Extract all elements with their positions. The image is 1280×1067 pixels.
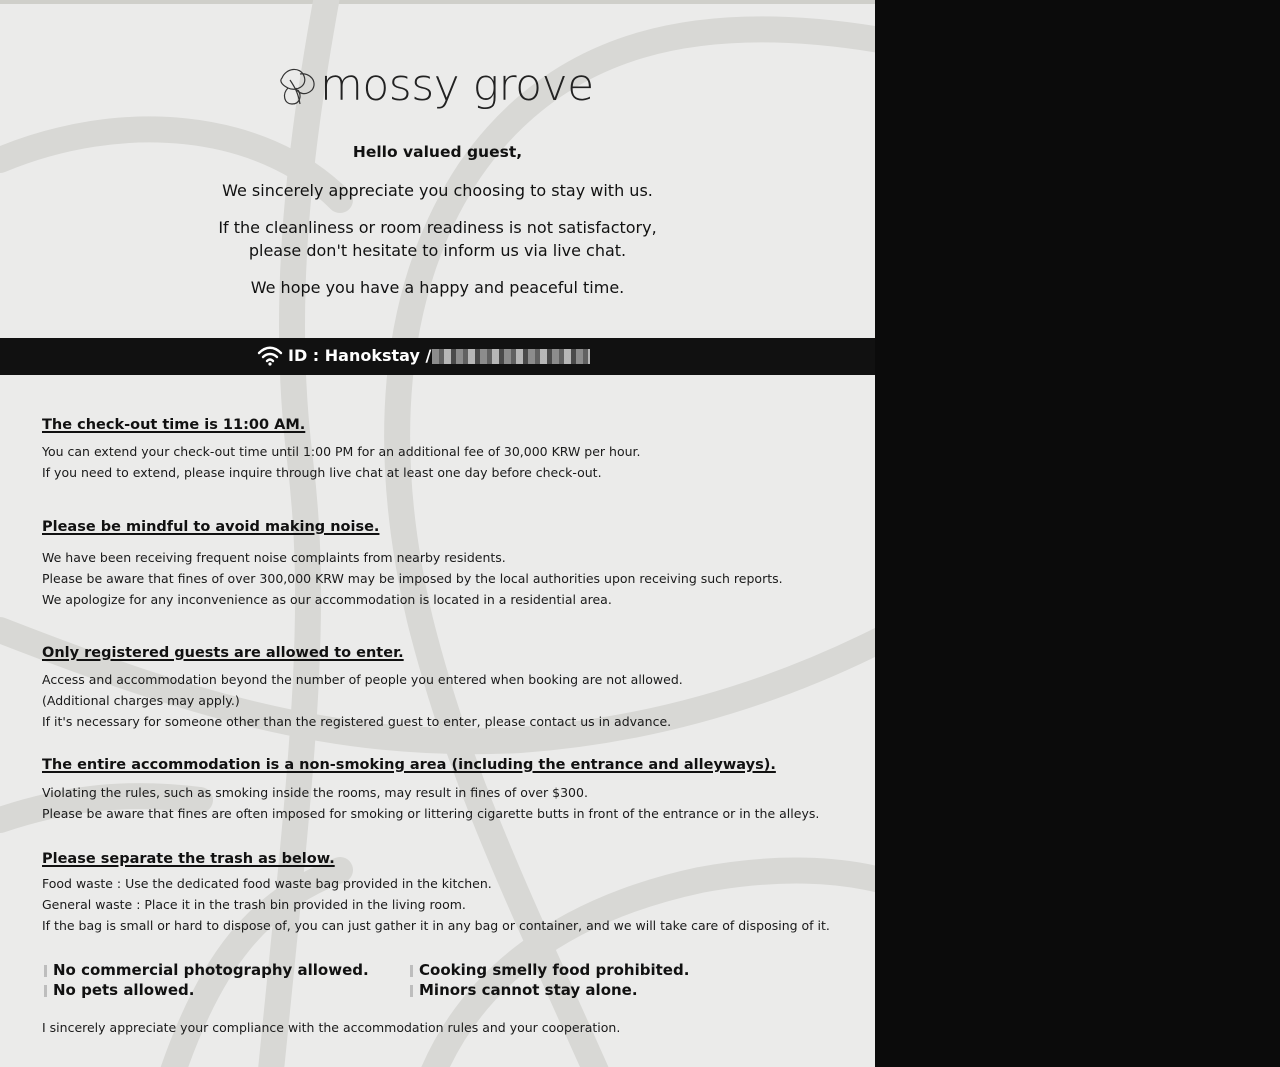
greeting-line: please don't hesitate to inform us via live chat. (248, 241, 627, 260)
rule-line: Please be aware that fines of over 300,000 KRW may be imposed by the local authorities upon receiving such reports. (42, 571, 783, 586)
rule-line: General waste : Place it in the trash bin provided in the living room. (42, 897, 466, 912)
rule-line: Violating the rules, such as smoking inside the rooms, may result in fines of over $300. (42, 785, 588, 800)
trash-heading: Please separate the trash as below. (42, 851, 335, 867)
wifi-icon (257, 346, 283, 366)
wifi-password-redacted (432, 349, 590, 364)
rule-line: Please be aware that fines are often imposed for smoking or littering cigarette butts in front of the entrance or in the alleys. (42, 806, 820, 821)
greeting-line: We hope you have a happy and peaceful time. (250, 278, 625, 297)
wifi-bar (0, 338, 875, 375)
brand-name: mossy grove (320, 60, 594, 111)
greeting-line: We sincerely appreciate you choosing to stay with us. (222, 181, 653, 200)
prohibition-item: No pets allowed. (53, 981, 195, 999)
registered-guests-heading: Only registered guests are allowed to enter. (42, 645, 404, 661)
closing-note: I sincerely appreciate your compliance with the accommodation rules and your cooperation. (42, 1020, 621, 1035)
wifi-id-label: ID : Hanokstay / (288, 346, 432, 365)
bullet-marker (44, 965, 47, 977)
prohibition-item: Cooking smelly food prohibited. (419, 961, 690, 979)
bullet-marker (410, 985, 413, 997)
rule-line: If it's necessary for someone other than the registered guest to enter, please contact us in advance. (42, 714, 672, 729)
bullet-marker (410, 965, 413, 977)
prohibition-item: No commercial photography allowed. (53, 961, 369, 979)
rule-line: Food waste : Use the dedicated food waste bag provided in the kitchen. (42, 876, 492, 891)
rule-line: We apologize for any inconvenience as our accommodation is located in a residential area. (42, 592, 612, 607)
rule-line: (Additional charges may apply.) (42, 693, 240, 708)
rule-line: We have been receiving frequent noise complaints from nearby residents. (42, 550, 506, 565)
greeting-heading: Hello valued guest, (352, 143, 523, 161)
dark-side-panel (875, 0, 1280, 1067)
checkout-heading: The check-out time is 11:00 AM. (42, 417, 306, 433)
prohibition-item: Minors cannot stay alone. (419, 981, 638, 999)
leaf-logo-icon (276, 66, 320, 108)
rule-line: Access and accommodation beyond the number of people you entered when booking are not allowed. (42, 672, 683, 687)
rule-line: If the bag is small or hard to dispose of, you can just gather it in any bag or container, and we will take care of disposing of it. (42, 918, 830, 933)
greeting-line: If the cleanliness or room readiness is not satisfactory, (218, 218, 657, 237)
noise-heading: Please be mindful to avoid making noise. (42, 519, 380, 535)
non-smoking-heading: The entire accommodation is a non-smoking area (including the entrance and alleyways). (42, 757, 776, 773)
bullet-marker (44, 985, 47, 997)
rule-line: You can extend your check-out time until 1:00 PM for an additional fee of 30,000 KRW per hour. (42, 444, 641, 459)
rule-line: If you need to extend, please inquire through live chat at least one day before check-out. (42, 465, 602, 480)
